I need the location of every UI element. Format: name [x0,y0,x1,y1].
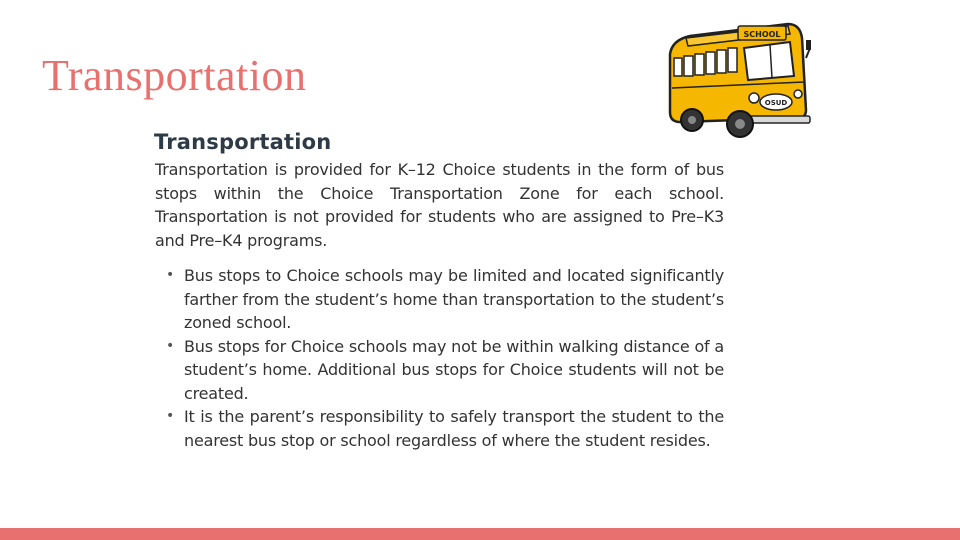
list-item-text: Bus stops to Choice schools may be limited and located significantly farther from the student’s home than transportation to the student’s zoned school. [184,266,724,332]
document-heading: Transportation [154,130,332,154]
bullet-marker: • [166,337,175,354]
list-item [152,335,724,406]
document-excerpt [152,130,724,452]
bus-plate-text: OSUD [764,99,788,107]
bottom-accent-bar [0,528,960,540]
bus-sign-text: SCHOOL [743,30,781,39]
school-bus-icon [660,18,812,140]
list-item-text: It is the parent’s responsibility to safely transport the student to the nearest bus stop or school regardless of where the student resides. [184,407,724,450]
document-paragraph: Transportation is provided for K–12 Choice students in the form of bus stops within the Choice Transportation Zone for each school. Transportation is not provided for students who are assigned to Pre–K3 and Pre–K4 programs. [155,160,724,250]
bullet-marker: • [166,267,175,283]
bullet-list [152,264,724,452]
list-item-text: Bus stops for Choice schools may not be within walking distance of a student’s home. Additional bus stops for Choice students will not be created. [184,336,724,403]
slide-title: Transportation [42,51,307,100]
list-item [152,405,724,452]
list-item [152,264,724,335]
bullet-marker: • [166,408,175,424]
